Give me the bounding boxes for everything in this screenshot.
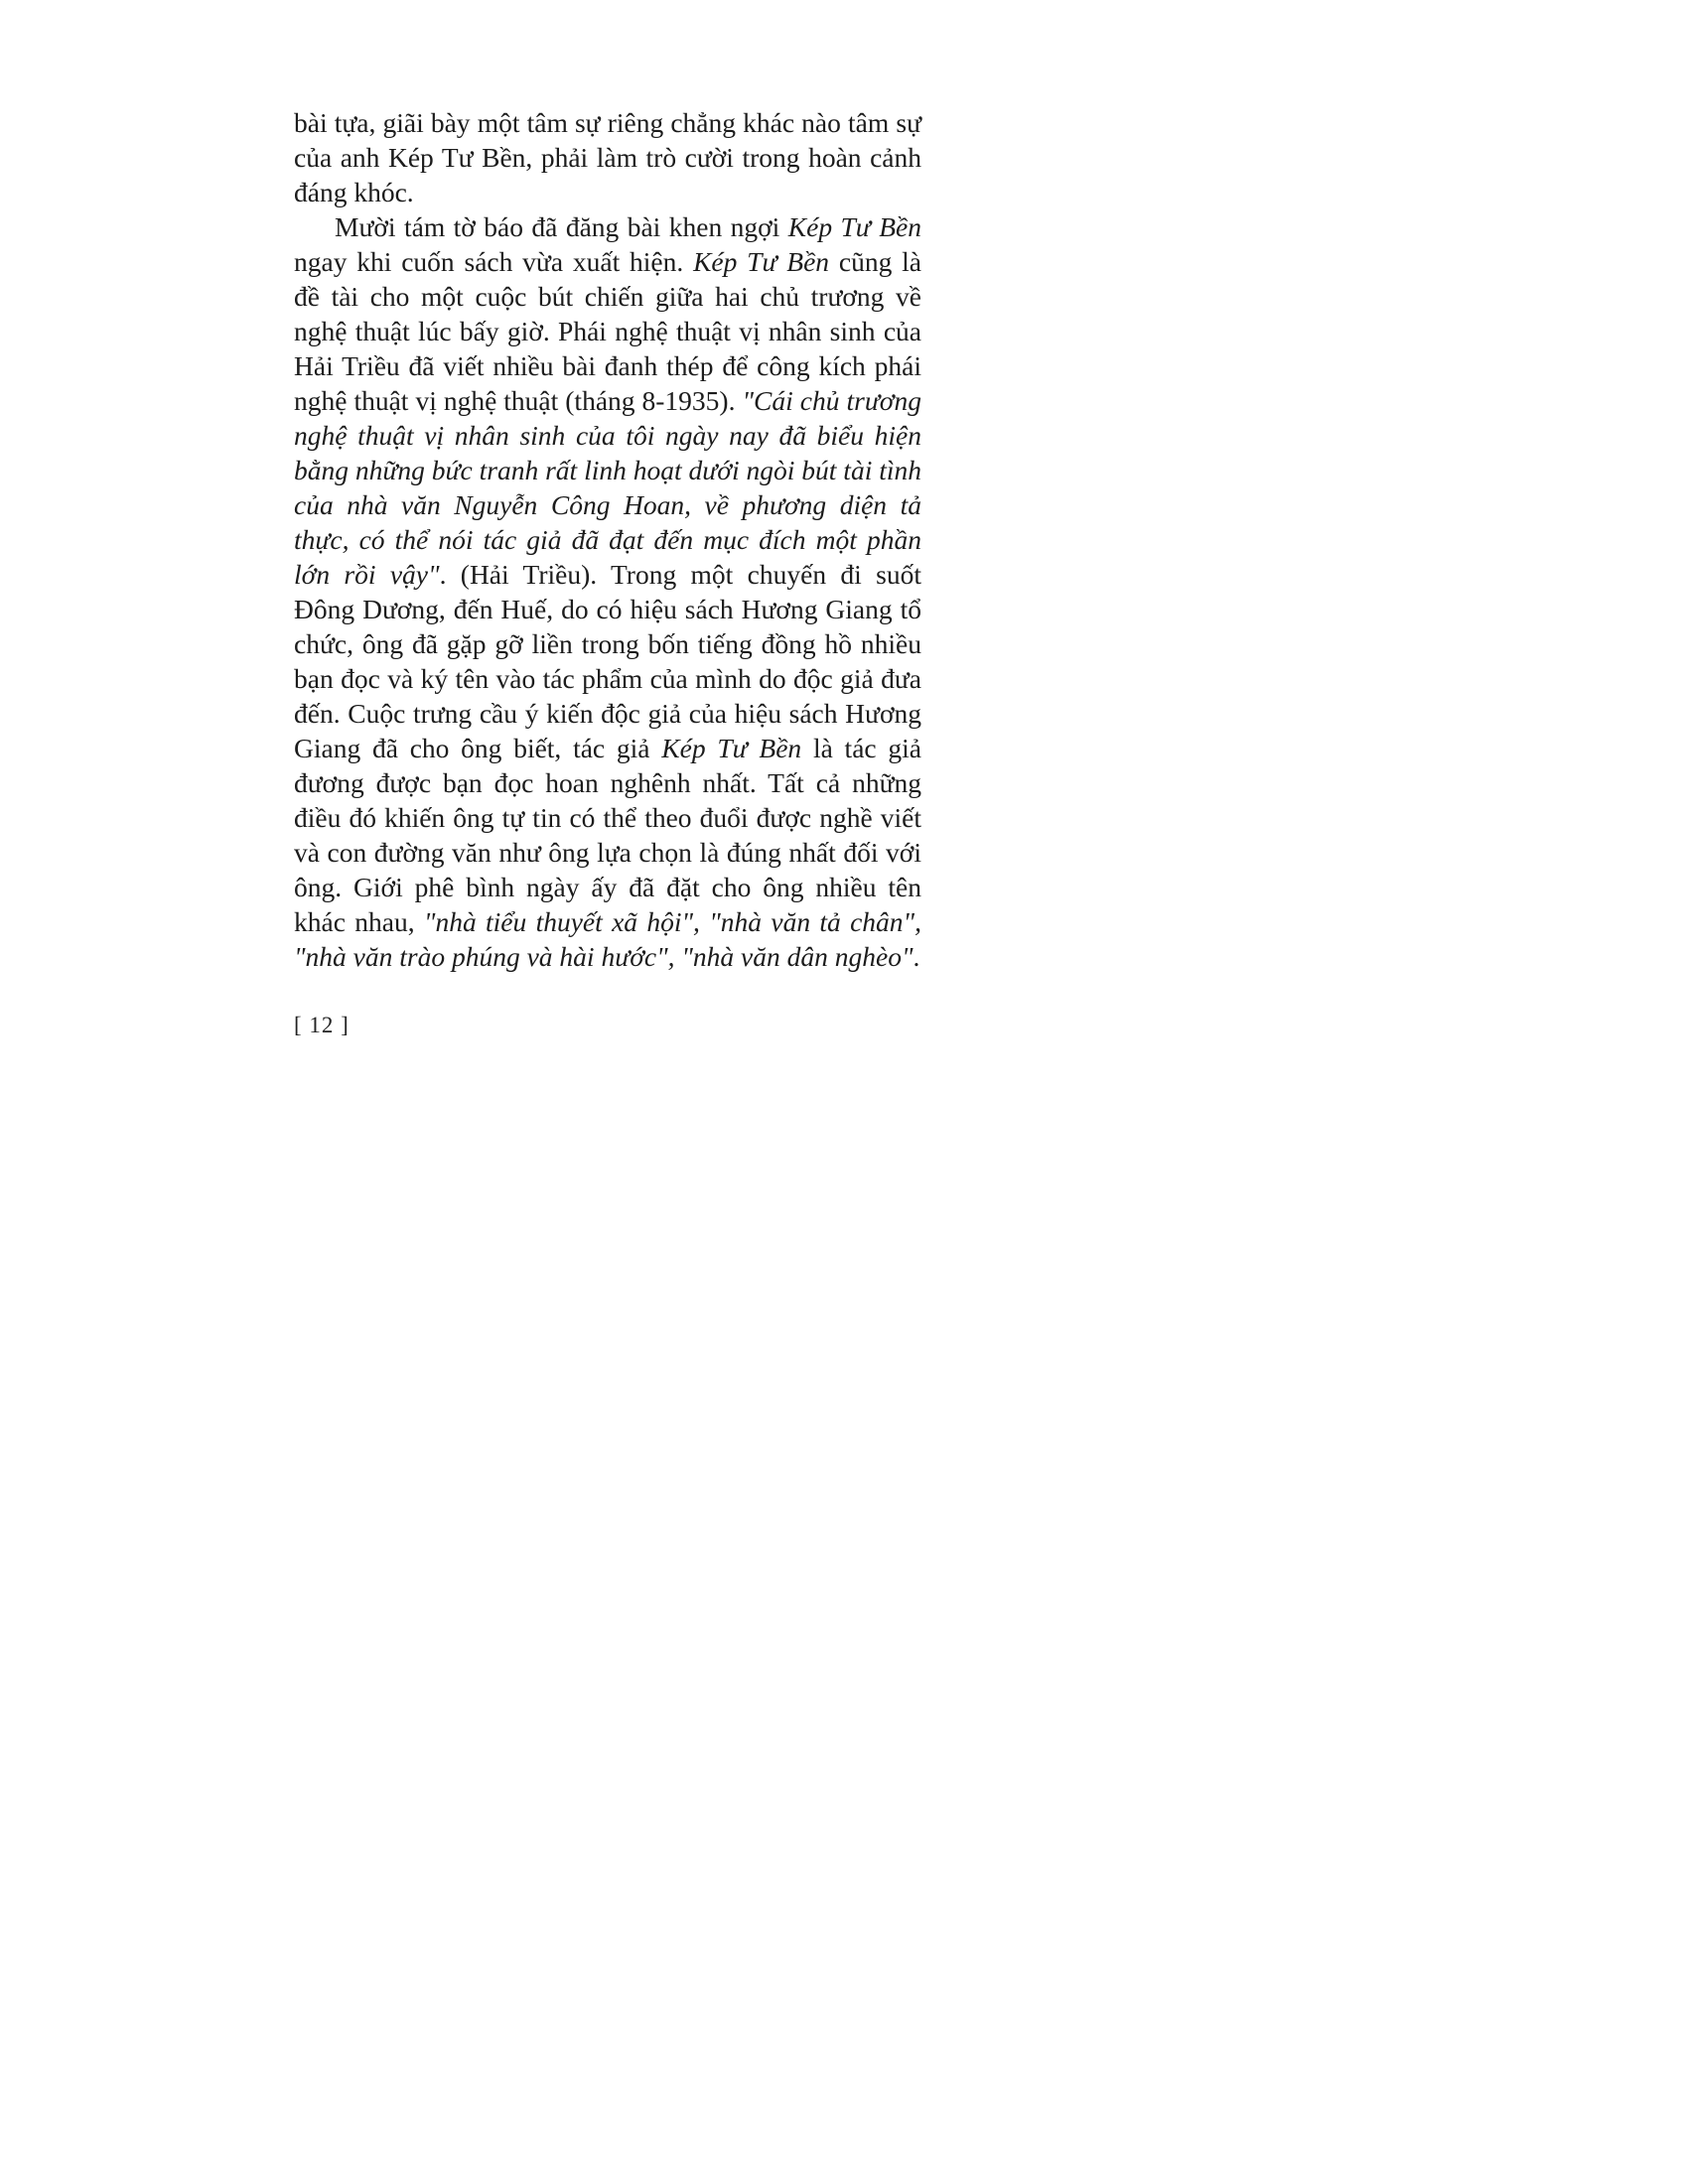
paragraph-text: ngay khi cuốn sách vừa xuất hiện. [294, 246, 694, 277]
book-title-italic: Kép Tư Bền [693, 246, 830, 277]
paragraph-text: bài tựa, giãi bày một tâm sự riêng chẳng khác nào tâm sự của anh Kép Tư Bền, phải làm trò cười trong hoàn cảnh đáng khóc. [294, 107, 921, 207]
page-number: [ 12 ] [294, 1013, 350, 1037]
paragraph-text: . (Hải Triều). Trong một chuyến đi suốt Đông Dương, đến Huế, do có hiệu sách Hương Giang tổ chức, ông đã gặp gỡ liền trong bốn tiếng đồng hồ nhiều bạn đọc và ký tên vào tác phẩm của mình do độc giả đưa đến. Cuộc trưng cầu ý kiến độc giả của hiệu sách Hương Giang đã cho ông biết, tác giả [294, 559, 921, 763]
paragraph-text: cũng là đề tài cho một cuộc bút chiến giữa hai chủ trương về nghệ thuật lúc bấy giờ. Phái nghệ thuật vị nhân sinh của Hải Triều đã viết nhiều bài đanh thép để công kích phái nghệ thuật vị nghệ thuật (tháng 8-1935). [294, 246, 921, 416]
epithets-italic: "nhà tiểu thuyết xã hội", "nhà văn tả chân", "nhà văn trào phúng và hài hước", "nhà văn dân nghèo" [294, 906, 921, 972]
paragraph-text: là tác giả đương được bạn đọc hoan nghênh nhất. Tất cả những điều đó khiến ông tự tin có thể theo đuổi được nghề viết và con đường văn như ông lựa chọn là đúng nhất đối với ông. Giới phê bình ngày ấy đã đặt cho ông nhiều tên khác nhau, [294, 733, 921, 937]
paragraph-main [294, 209, 921, 974]
book-title-italic: Kép Tư Bền [787, 211, 921, 242]
quotation-italic: "Cái chủ trương nghệ thuật vị nhân sinh của tôi ngày nay đã biểu hiện bằng những bức tranh rất linh hoạt dưới ngòi bút tài tình của nhà văn Nguyễn Công Hoan, về phương diện tả thực, có thể nói tác giả đã đạt đến mục đích một phần lớn rồi vậy" [294, 385, 921, 590]
paragraph-text: . [913, 941, 920, 972]
book-title-italic: Kép Tư Bền [661, 733, 802, 763]
page-body-text [294, 105, 921, 974]
paragraph-text: Mười tám tờ báo đã đăng bài khen ngợi [335, 211, 788, 242]
paragraph-continuation [294, 105, 921, 209]
